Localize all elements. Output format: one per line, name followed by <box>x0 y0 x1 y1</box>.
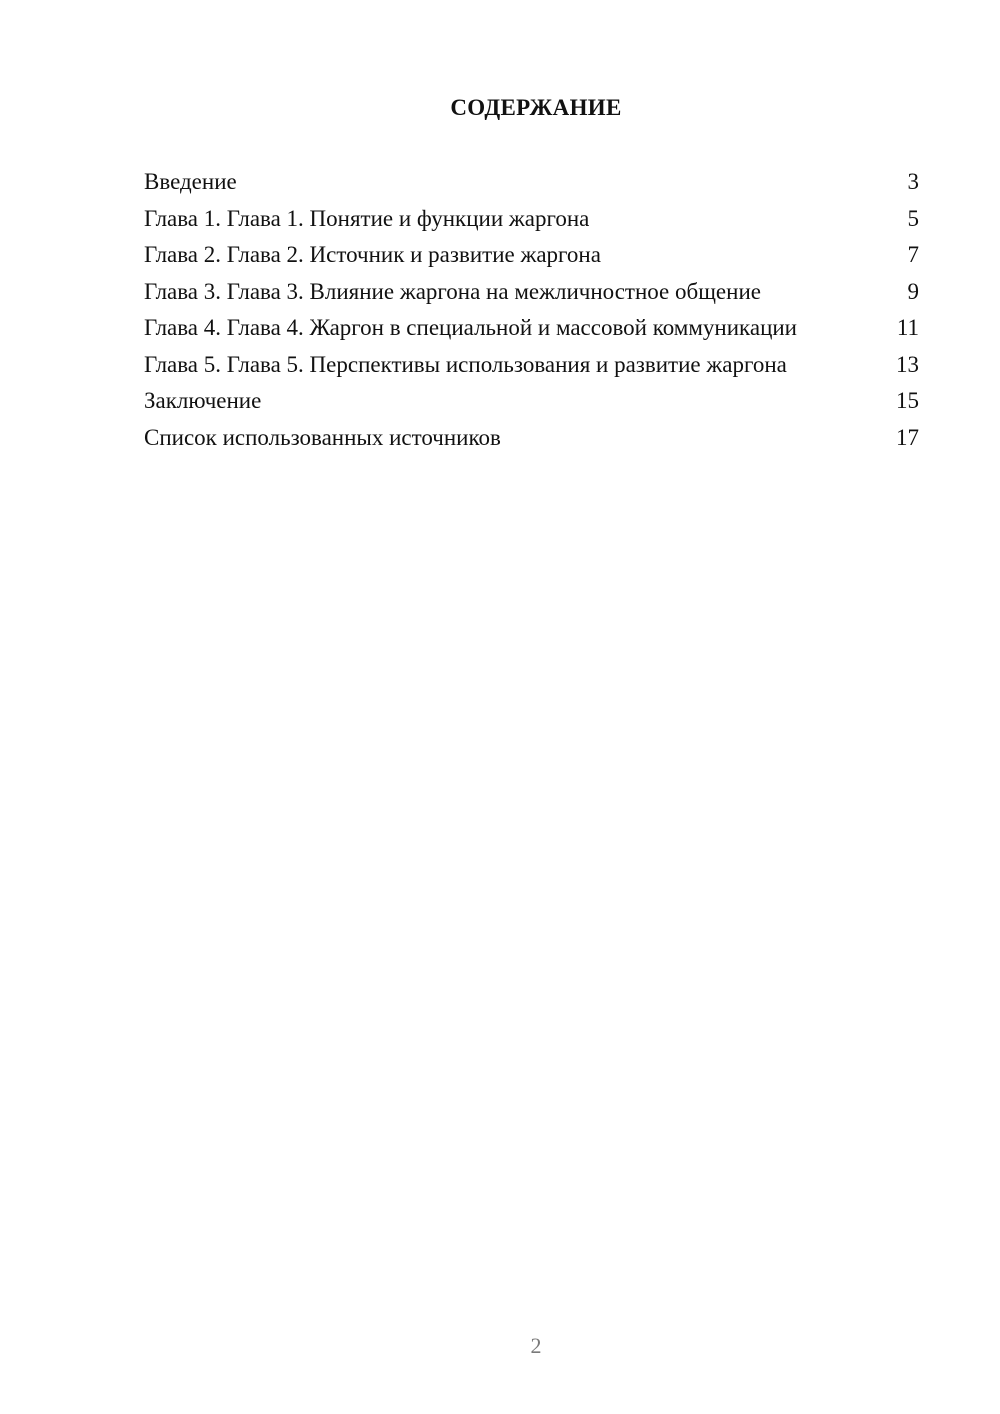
toc-entry-label: Заключение <box>144 388 262 413</box>
toc-entry-label: Глава 5. Глава 5. Перспективы использования и развитие жаргона <box>144 351 787 377</box>
toc-entry-label: Список использованных источников <box>144 424 501 450</box>
toc-entry[interactable] <box>144 278 919 305</box>
toc-entry[interactable] <box>144 351 919 378</box>
toc-entry-page: 9 <box>907 278 919 304</box>
toc-entry[interactable] <box>144 424 919 451</box>
toc-entry-page: 17 <box>896 424 919 450</box>
page-number: 2 <box>530 1333 542 1358</box>
toc-entry[interactable] <box>144 314 919 341</box>
toc-entry-page: 13 <box>896 351 919 377</box>
toc-entry-label: Введение <box>144 169 237 194</box>
toc-entry-label: Глава 1. Глава 1. Понятие и функции жаргона <box>144 205 590 231</box>
toc-entry-page: 3 <box>907 169 919 194</box>
toc-entry-page: 15 <box>896 388 919 413</box>
toc-entry[interactable] <box>144 168 919 195</box>
toc-entry-page: 5 <box>907 205 919 231</box>
toc-entry[interactable] <box>144 387 919 414</box>
toc-entry[interactable] <box>144 205 919 232</box>
toc-entry-page: 7 <box>907 242 919 267</box>
toc-entry-label: Глава 2. Глава 2. Источник и развитие жаргона <box>144 242 601 267</box>
toc-entry-label: Глава 3. Глава 3. Влияние жаргона на межличностное общение <box>144 278 761 304</box>
table-of-contents <box>144 168 919 460</box>
toc-entry-label: Глава 4. Глава 4. Жаргон в специальной и массовой коммуникации <box>144 315 797 340</box>
toc-entry[interactable] <box>144 241 919 268</box>
toc-entry-page: 11 <box>896 315 919 340</box>
page-title: СОДЕРЖАНИЕ <box>450 95 622 120</box>
